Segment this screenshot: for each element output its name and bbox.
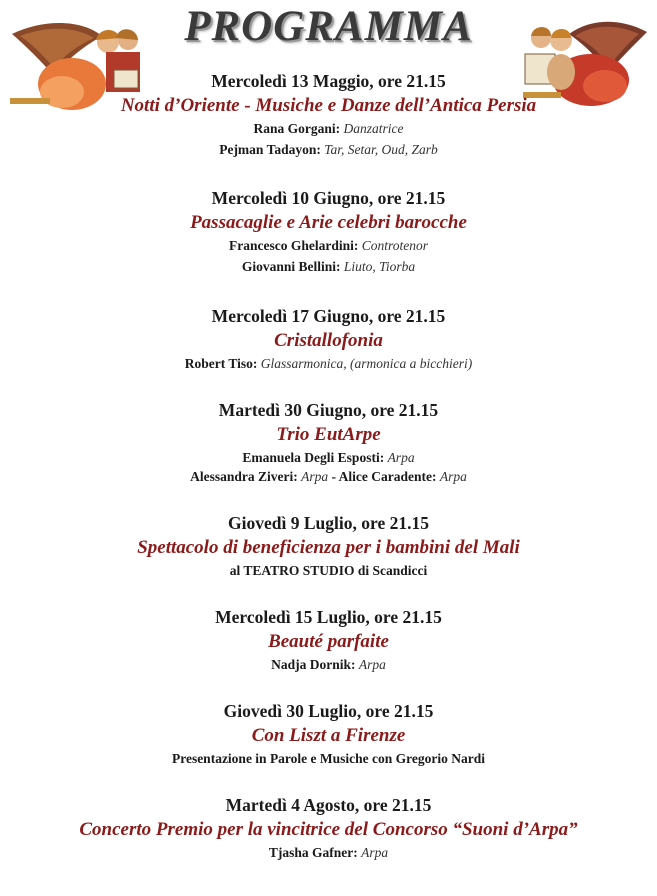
- performer-name: Emanuela Degli Esposti:: [242, 450, 385, 465]
- venue-place: TEATRO STUDIO: [243, 563, 355, 578]
- event-title: Beauté parfaite: [268, 631, 389, 652]
- event-note: [0, 748, 657, 769]
- performer-line: [0, 118, 657, 139]
- performer-line: [0, 235, 657, 256]
- performer-role: Controtenor: [361, 238, 428, 253]
- event-date: Giovedì 30 Luglio, ore 21.15: [223, 701, 434, 721]
- performer-line: [0, 842, 657, 863]
- note-text: Presentazione in Parole e Musiche con Gregorio Nardi: [171, 751, 486, 766]
- event-1: [0, 70, 657, 160]
- performer-name: Pejman Tadayon:: [219, 142, 321, 157]
- event-title: Spettacolo di beneficienza per i bambini del Mali: [137, 537, 520, 558]
- event-date: Mercoledì 17 Giugno, ore 21.15: [211, 306, 446, 326]
- event-title: Trio EutArpe: [276, 424, 381, 445]
- event-7: [0, 700, 657, 769]
- performer-role: Arpa: [361, 845, 389, 860]
- event-title: Passacaglie e Arie celebri barocche: [190, 212, 467, 233]
- performer-role: Arpa: [301, 469, 329, 484]
- event-title: Con Liszt a Firenze: [251, 725, 406, 746]
- performer-line: [0, 447, 657, 468]
- separator: -: [328, 469, 339, 484]
- event-date: Mercoledì 15 Luglio, ore 21.15: [215, 607, 442, 627]
- event-title: Cristallofonia: [274, 330, 383, 351]
- event-date: Martedì 4 Agosto, ore 21.15: [225, 795, 432, 815]
- performer-line: [0, 353, 657, 374]
- performer-name: Nadja Dornik:: [271, 657, 356, 672]
- performer-line: [0, 654, 657, 675]
- performer-role: Arpa: [358, 657, 386, 672]
- performer-role: Arpa: [439, 469, 467, 484]
- event-2: [0, 187, 657, 277]
- performer-role: Tar, Setar, Oud, Zarb: [324, 142, 438, 157]
- performer-role: Liuto, Tiorba: [343, 259, 416, 274]
- performer-name: Francesco Ghelardini:: [229, 238, 359, 253]
- event-date: Mercoledì 13 Maggio, ore 21.15: [211, 71, 446, 91]
- event-8: [0, 794, 657, 863]
- event-6: [0, 606, 657, 675]
- event-title: Concerto Premio per la vincitrice del Concorso “Suoni d’Arpa”: [79, 819, 578, 840]
- header: [0, 0, 657, 68]
- event-date: Giovedì 9 Luglio, ore 21.15: [228, 513, 429, 533]
- performer-name: Rana Gorgani:: [253, 121, 341, 136]
- performer-name: Alice Caradente:: [338, 469, 437, 484]
- performer-name: Giovanni Bellini:: [241, 259, 341, 274]
- event-5: [0, 512, 657, 581]
- performer-role: Glassarmonica, (armonica a bicchieri): [260, 356, 473, 371]
- performer-line: [0, 139, 657, 160]
- venue-prefix: al: [229, 563, 244, 578]
- event-date: Martedì 30 Giugno, ore 21.15: [218, 400, 439, 420]
- performer-role: Arpa: [387, 450, 415, 465]
- event-4: [0, 399, 657, 485]
- performer-role: Danzatrice: [343, 121, 404, 136]
- performer-line: [0, 256, 657, 277]
- performer-line-double: [0, 468, 657, 485]
- event-3: [0, 305, 657, 374]
- event-date: Mercoledì 10 Giugno, ore 21.15: [211, 188, 446, 208]
- venue-line: [0, 560, 657, 581]
- performer-name: Alessandra Ziveri:: [190, 469, 298, 484]
- performer-name: Robert Tiso:: [184, 356, 258, 371]
- event-title: Notti d’Oriente - Musiche e Danze dell’Antica Persia: [120, 95, 537, 116]
- performer-name: Tjasha Gafner:: [268, 845, 358, 860]
- page-title: PROGRAMMA: [184, 3, 473, 50]
- venue-suffix: di Scandicci: [354, 563, 428, 578]
